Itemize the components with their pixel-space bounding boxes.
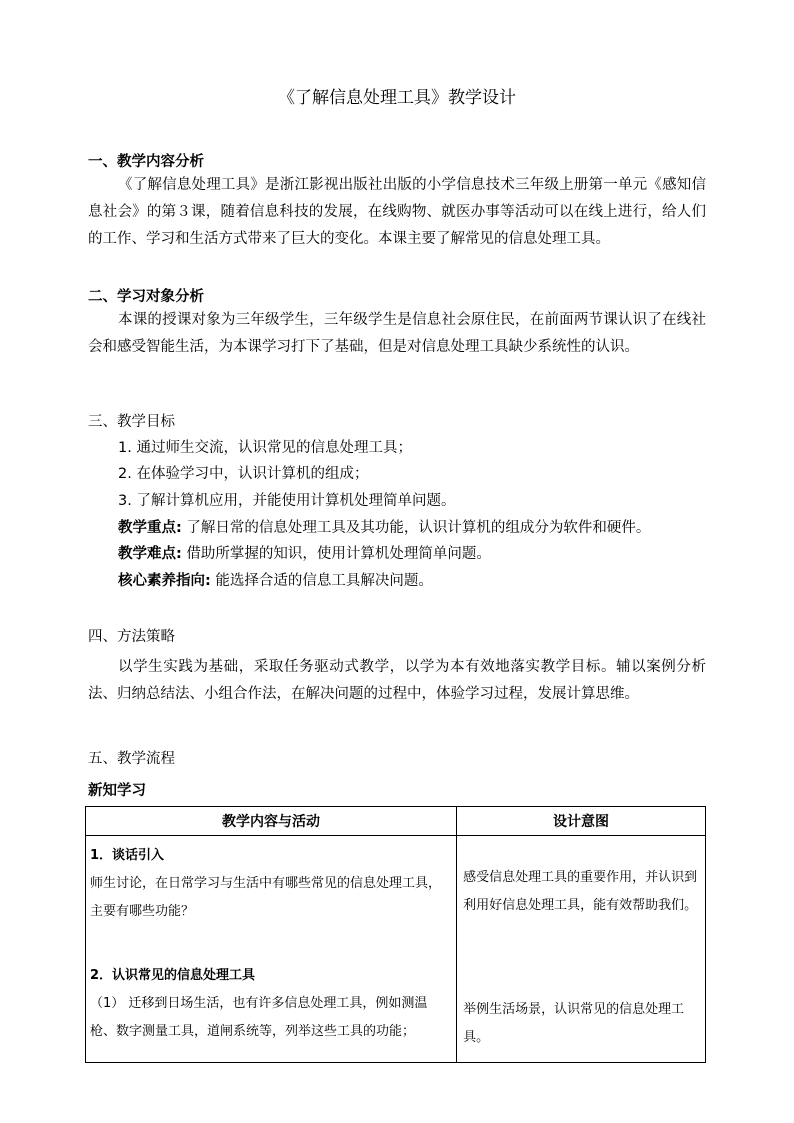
difficulty-line xyxy=(118,542,491,566)
key-point-text: 了解日常的信息处理工具及其功能，认识计算机的组成分为软件和硬件。 xyxy=(181,520,651,536)
subheading-new-learning: 新知学习 xyxy=(88,783,146,799)
step2-text: （1） 迁移到日场生活，也有许多信息处理工具，例如测温枪、数字测量工具，道闸系统等，列举这些工具的功能； xyxy=(90,996,428,1039)
table-header-content: 教学内容与活动 xyxy=(86,807,457,836)
method-paragraph: 以学生实践为基础，采取任务驱动式教学，以学为本有效地落实教学目标。辅以案例分析法、归纳总结法、小组合作法，在解决问题的过程中，体验学习过程，发展计算思维。 xyxy=(88,659,706,702)
content-analysis-paragraph: 《了解信息处理工具》是浙江影视出版社出版的小学信息技术三年级上册第一单元《感知信息社会》的第３课，随着信息科技的发展，在线购物、就医办事等活动可以在线上进行，给人们的工作、学习和生活方式带来了巨大的变化。本课主要了解常见的信息处理工具。 xyxy=(88,177,706,247)
learner-analysis-paragraph: 本课的授课对象为三年级学生，三年级学生是信息社会原住民，在前面两节课认识了在线社会和感受智能生活，为本课学习打下了基础，但是对信息处理工具缺少系统性的认识。 xyxy=(88,312,706,355)
section-heading-teaching-goals: 三、教学目标 xyxy=(88,414,175,430)
table-row xyxy=(86,836,706,1063)
table-cell-activities xyxy=(86,836,457,1063)
core-literacy-text: 能选择合适的信息工具解决问题。 xyxy=(210,573,433,589)
table-header-intent: 设计意图 xyxy=(457,807,706,836)
goal-item-1: 1. 通过师生交流，认识常见的信息处理工具； xyxy=(118,440,412,456)
table-cell-intent xyxy=(457,836,706,1063)
core-literacy-label: 核心素养指向: xyxy=(118,573,211,589)
step2-title: 2．认识常见的信息处理工具 xyxy=(90,968,256,983)
step1-intent: 感受信息处理工具的重要作用，并认识到利用好信息处理工具，能有效帮助我们。 xyxy=(463,870,698,913)
core-literacy-line xyxy=(118,569,433,593)
step1-text: 师生讨论，在日常学习与生活中有哪些常见的信息处理工具，主要有哪些功能？ xyxy=(90,876,442,919)
section-heading-method: 四、方法策略 xyxy=(88,629,175,645)
key-point-line xyxy=(118,516,650,540)
document-title: 《了解信息处理工具》教学设计 xyxy=(278,88,516,108)
difficulty-text: 借助所掌握的知识，使用计算机处理简单问题。 xyxy=(181,546,491,562)
difficulty-label: 教学难点: xyxy=(118,546,182,562)
goal-item-3: 3. 了解计算机应用，并能使用计算机处理简单问题。 xyxy=(118,493,456,509)
step1-title: 1．谈话引入 xyxy=(90,848,165,863)
key-point-label: 教学重点: xyxy=(118,520,182,536)
section-heading-teaching-process: 五、教学流程 xyxy=(88,751,175,767)
section-heading-learner-analysis: 二、学习对象分析 xyxy=(88,289,204,305)
goal-item-2: 2. 在体验学习中，认识计算机的组成； xyxy=(118,466,369,482)
table-header-row xyxy=(86,807,706,836)
teaching-process-table xyxy=(85,806,706,1063)
section-heading-content-analysis: 一、教学内容分析 xyxy=(88,154,204,170)
step2-intent: 举例生活场景，认识常见的信息处理工具。 xyxy=(463,1002,685,1045)
